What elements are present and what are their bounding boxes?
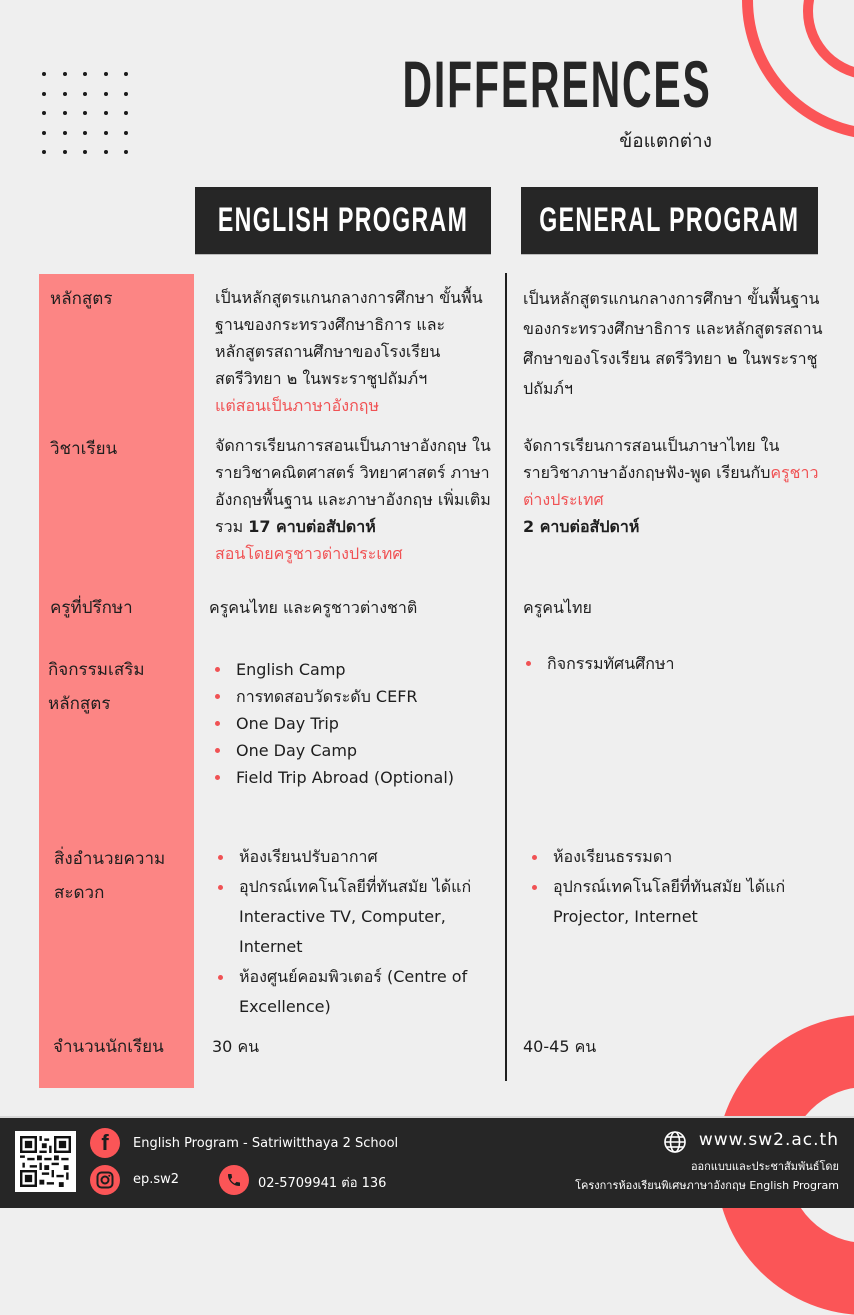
cell-general-advisor: ครูคนไทย xyxy=(523,598,592,617)
column-header-english-program xyxy=(195,187,491,255)
list-english-facilities xyxy=(216,842,496,1022)
list-item: อุปกรณ์เทคโนโลยีที่ทันสมัย ได้แก่ Projector, Internet xyxy=(530,872,820,932)
dot xyxy=(83,92,87,96)
dot xyxy=(124,72,128,76)
dot xyxy=(83,131,87,135)
cell-bold: 2 คาบต่อสัปดาห์ xyxy=(523,517,640,536)
dot xyxy=(42,72,46,76)
dot xyxy=(104,150,108,154)
list-item: Field Trip Abroad (Optional) xyxy=(213,764,498,791)
column-divider xyxy=(505,273,507,1081)
list-item: English Camp xyxy=(213,656,498,683)
row-label-students: จำนวนนักเรียน xyxy=(53,1037,164,1057)
column-header-general-program xyxy=(521,187,818,255)
dot xyxy=(42,111,46,115)
cell-highlight: สอนโดยครูชาวต่างประเทศ xyxy=(215,544,403,563)
cell-general-subjects xyxy=(523,432,823,540)
cell-highlight: ครูชาวต่างประเทศ xyxy=(523,463,819,509)
dot xyxy=(124,111,128,115)
dot xyxy=(63,92,67,96)
dot xyxy=(104,72,108,76)
dot xyxy=(63,111,67,115)
list-item: ห้องเรียนธรรมดา xyxy=(530,842,820,872)
globe-icon xyxy=(663,1130,687,1154)
cell-text: เป็นหลักสูตรแกนกลางการศึกษา ขั้นพื้นฐานของกระทรวงศึกษาธิการ และหลักสูตรสถานศึกษาของโรงเรียน สตรีวิทยา ๒ ในพระราชูปถัมภ์ฯ xyxy=(215,288,483,388)
list-item: อุปกรณ์เทคโนโลยีที่ทันสมัย ได้แก่ Interactive TV, Computer, Internet xyxy=(216,872,496,962)
list-general-activities xyxy=(524,650,824,677)
list-item: ห้องเรียนปรับอากาศ xyxy=(216,842,496,872)
dot xyxy=(124,131,128,135)
credit-line-2: โครงการห้องเรียนพิเศษภาษาอังกฤษ English Program xyxy=(575,1179,839,1192)
qr-code-icon xyxy=(20,1136,71,1187)
row-label-facilities: สิ่งอำนวยความสะดวก xyxy=(54,849,166,903)
cell-english-advisor: ครูคนไทย และครูชาวต่างชาติ xyxy=(209,598,418,617)
qr-code[interactable] xyxy=(15,1131,76,1192)
cell-general-students: 40-45 คน xyxy=(523,1037,597,1056)
facebook-icon[interactable]: f xyxy=(90,1128,120,1158)
instagram-glyph-icon xyxy=(96,1171,114,1189)
dot xyxy=(104,131,108,135)
list-item: ห้องศูนย์คอมพิวเตอร์ (Centre of Excellence) xyxy=(216,962,496,1022)
dot xyxy=(124,150,128,154)
phone-icon[interactable] xyxy=(219,1165,249,1195)
instagram-link[interactable]: ep.sw2 xyxy=(133,1172,180,1187)
website-link[interactable]: www.sw2.ac.th xyxy=(698,1130,839,1150)
page-subtitle: ข้อแตกต่าง xyxy=(619,130,712,152)
row-label-advisor: ครูที่ปรึกษา xyxy=(50,598,133,618)
column-header-label: GENERAL PROGRAM xyxy=(539,201,800,239)
cell-english-students: 30 คน xyxy=(212,1037,260,1056)
facebook-link[interactable]: English Program - Satriwitthaya 2 School xyxy=(133,1136,399,1151)
list-item: One Day Trip xyxy=(213,710,498,737)
cell-bold: 17 คาบต่อสัปดาห์ xyxy=(248,517,376,536)
cell-text: จัดการเรียนการสอนเป็นภาษาอังกฤษ ในรายวิชาคณิตศาสตร์ วิทยาศาสตร์ ภาษาอังกฤษพื้นฐาน และภาษาอังกฤษ เพิ่มเติม รวม xyxy=(215,436,491,536)
dot xyxy=(42,131,46,135)
dot xyxy=(124,92,128,96)
dot xyxy=(104,111,108,115)
dot xyxy=(42,92,46,96)
cell-general-curriculum: เป็นหลักสูตรแกนกลางการศึกษา ขั้นพื้นฐานของกระทรวงศึกษาธิการ และหลักสูตรสถานศึกษาของโรงเรียน สตรีวิทยา ๒ ในพระราชูปถัมภ์ฯ xyxy=(523,289,823,398)
row-label-subjects: วิชาเรียน xyxy=(50,439,118,459)
row-label-curriculum: หลักสูตร xyxy=(50,289,113,309)
instagram-icon[interactable] xyxy=(90,1165,120,1195)
page-title: DIFFERENCES xyxy=(402,47,712,121)
list-general-facilities xyxy=(530,842,820,932)
list-item: One Day Camp xyxy=(213,737,498,764)
dot xyxy=(63,131,67,135)
cell-english-subjects xyxy=(215,432,500,567)
dot xyxy=(63,72,67,76)
phone-glyph-icon xyxy=(226,1172,242,1188)
dot xyxy=(83,111,87,115)
cell-text: จัดการเรียนการสอนเป็นภาษาไทย ในรายวิชาภาษาอังกฤษฟัง-พูด เรียนกับ xyxy=(523,436,780,482)
cell-english-curriculum xyxy=(215,284,500,419)
dot xyxy=(83,150,87,154)
dot-grid-decoration xyxy=(42,72,132,156)
list-item: กิจกรรมทัศนศึกษา xyxy=(524,650,824,677)
credit-line-1: ออกแบบและประชาสัมพันธ์โดย xyxy=(690,1160,839,1173)
dot xyxy=(63,150,67,154)
column-header-label: ENGLISH PROGRAM xyxy=(217,201,469,239)
dot xyxy=(83,72,87,76)
cell-highlight: แต่สอนเป็นภาษาอังกฤษ xyxy=(215,396,379,415)
list-english-activities xyxy=(213,656,498,791)
list-item: การทดสอบวัดระดับ CEFR xyxy=(213,683,498,710)
dot xyxy=(42,150,46,154)
dot xyxy=(104,92,108,96)
row-label-activities: กิจกรรมเสริมหลักสูตร xyxy=(48,660,145,714)
phone-number[interactable]: 02-5709941 ต่อ 136 xyxy=(258,1176,387,1191)
